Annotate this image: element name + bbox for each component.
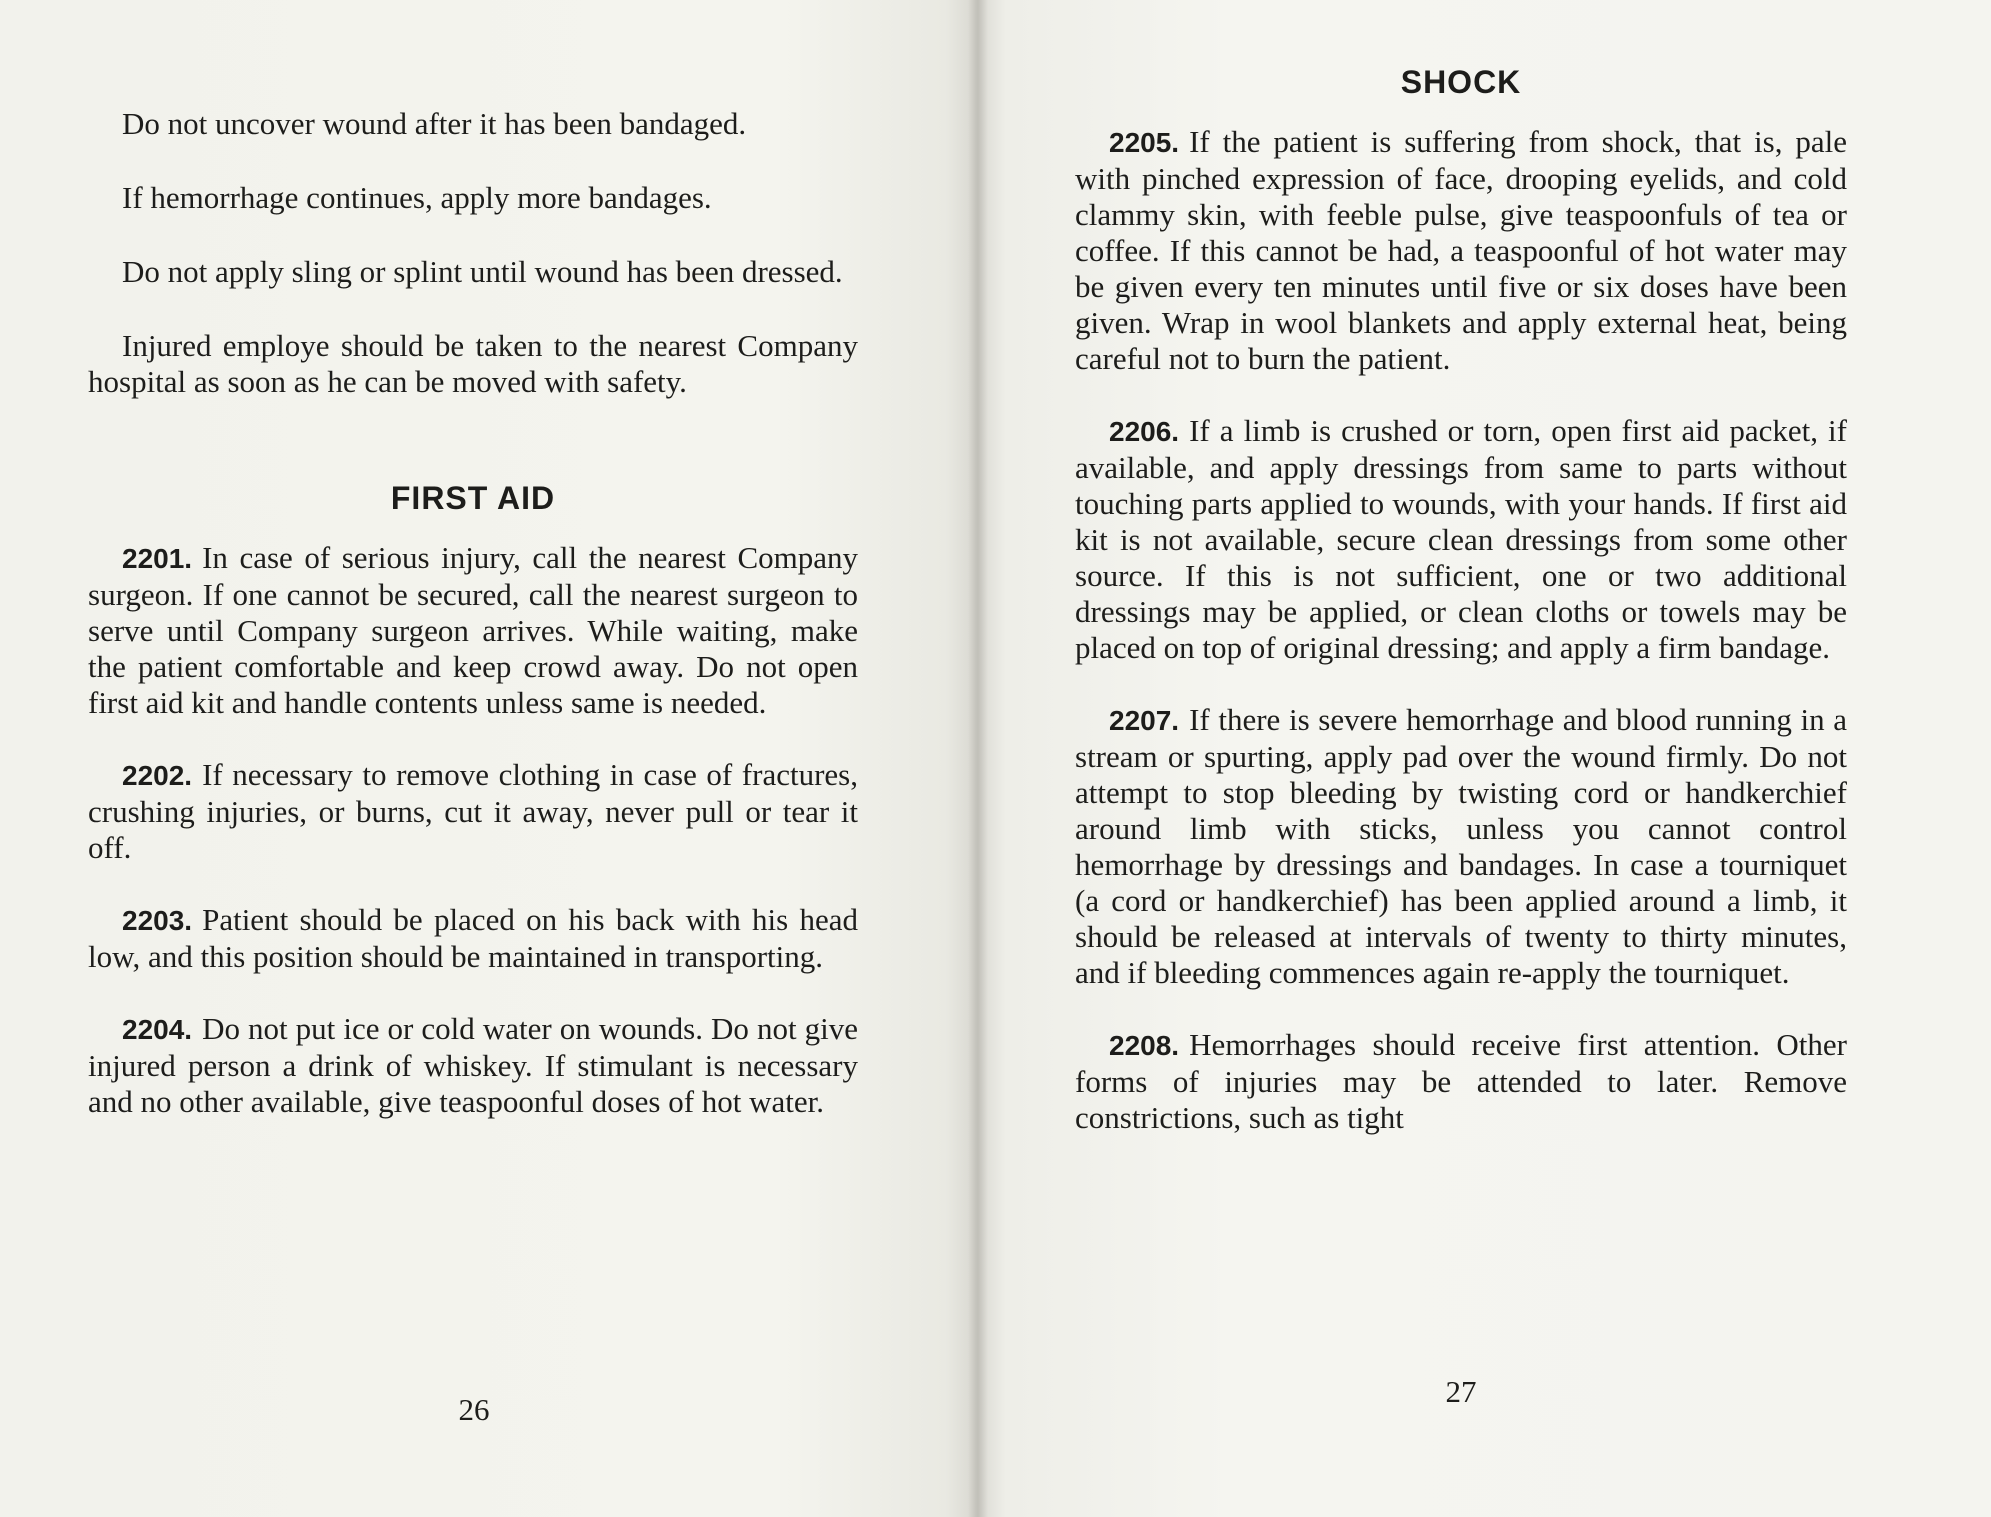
rule-2205 [1075,124,1847,377]
left-page [0,0,975,1517]
left-page-text-column [88,106,858,1156]
page-number-left: 26 [458,1392,490,1427]
paragraph-hemorrhage-continues: If hemorrhage continues, apply more bandages. [122,180,712,215]
rule-2208 [1075,1027,1847,1136]
rule-number: 2205. [1109,127,1180,158]
rule-number: 2201. [122,543,193,574]
rule-number: 2204. [122,1014,193,1045]
page-number-right: 27 [1445,1374,1477,1409]
rule-text: In case of serious injury, call the nearest Company surgeon. If one cannot be secured, call the nearest surgeon to serve until Company surgeon arrives. While waiting, make the patient comfortable and keep crowd away. Do not open first aid kit and handle contents unless same is needed. [88,540,858,720]
rule-2206 [1075,413,1847,666]
section-heading-first-aid: FIRST AID [390,480,556,516]
rule-number: 2207. [1109,705,1180,736]
rule-number: 2206. [1109,416,1180,447]
rule-text: Hemorrhages should receive first attention. Other forms of injuries may be attended to later. Remove constrictions, such as tight [1075,1027,1847,1135]
right-page-text-column [1075,62,1847,1172]
rule-number: 2202. [122,760,193,791]
rule-text: If the patient is suffering from shock, that is, pale with pinched expression of face, drooping eyelids, and cold clammy skin, with feeble pulse, give teaspoonfuls of tea or coffee. If this cannot be had, a teaspoonful of hot water may be given every ten minutes until five or six doses have been given. Wrap in wool blankets and apply external heat, being careful not to burn the patient. [1075,124,1847,376]
rule-2201 [88,540,858,721]
rule-2203 [88,902,858,975]
rule-text: If a limb is crushed or torn, open first aid packet, if available, and apply dressings from same to parts without touching parts applied to wounds, with your hands. If first aid kit is not available, secure clean dressings from some other source. If this is not sufficient, one or two additional dressings may be applied, or clean cloths or towels may be placed on top of original dressing; and apply a firm bandage. [1075,413,1847,665]
rule-number: 2203. [122,905,193,936]
right-page [975,0,1991,1517]
rule-text: Patient should be placed on his back with his head low, and this position should be maintained in transporting. [88,902,858,974]
rule-text: If there is severe hemorrhage and blood running in a stream or spurting, apply pad over the wound firmly. Do not attempt to stop bleeding by twisting cord or handkerchief around limb with sticks, unless you cannot control hemorrhage by dressings and bandages. In case a tourniquet (a cord or handkerchief) has been applied around a limb, it should be released at intervals of twenty to thirty minutes, and if bleeding commences again re-apply the tourniquet. [1075,702,1847,990]
rule-2207 [1075,702,1847,991]
paragraph-sling-splint: Do not apply sling or splint until wound has been dressed. [122,254,843,289]
rule-text: If necessary to remove clothing in case of fractures, crushing injuries, or burns, cut it away, never pull or tear it off. [88,757,858,865]
section-heading-shock: SHOCK [1400,64,1522,100]
paragraph-uncover-wound: Do not uncover wound after it has been bandaged. [122,106,747,141]
rule-text: Do not put ice or cold water on wounds. Do not give injured person a drink of whiskey. If stimulant is necessary and no other available, give teaspoonful doses of hot water. [88,1011,858,1119]
paragraph-injured-employe: Injured employe should be taken to the nearest Company hospital as soon as he can be moved with safety. [88,328,858,399]
rule-2202 [88,757,858,866]
rule-number: 2208. [1109,1030,1180,1061]
rule-2204 [88,1011,858,1120]
